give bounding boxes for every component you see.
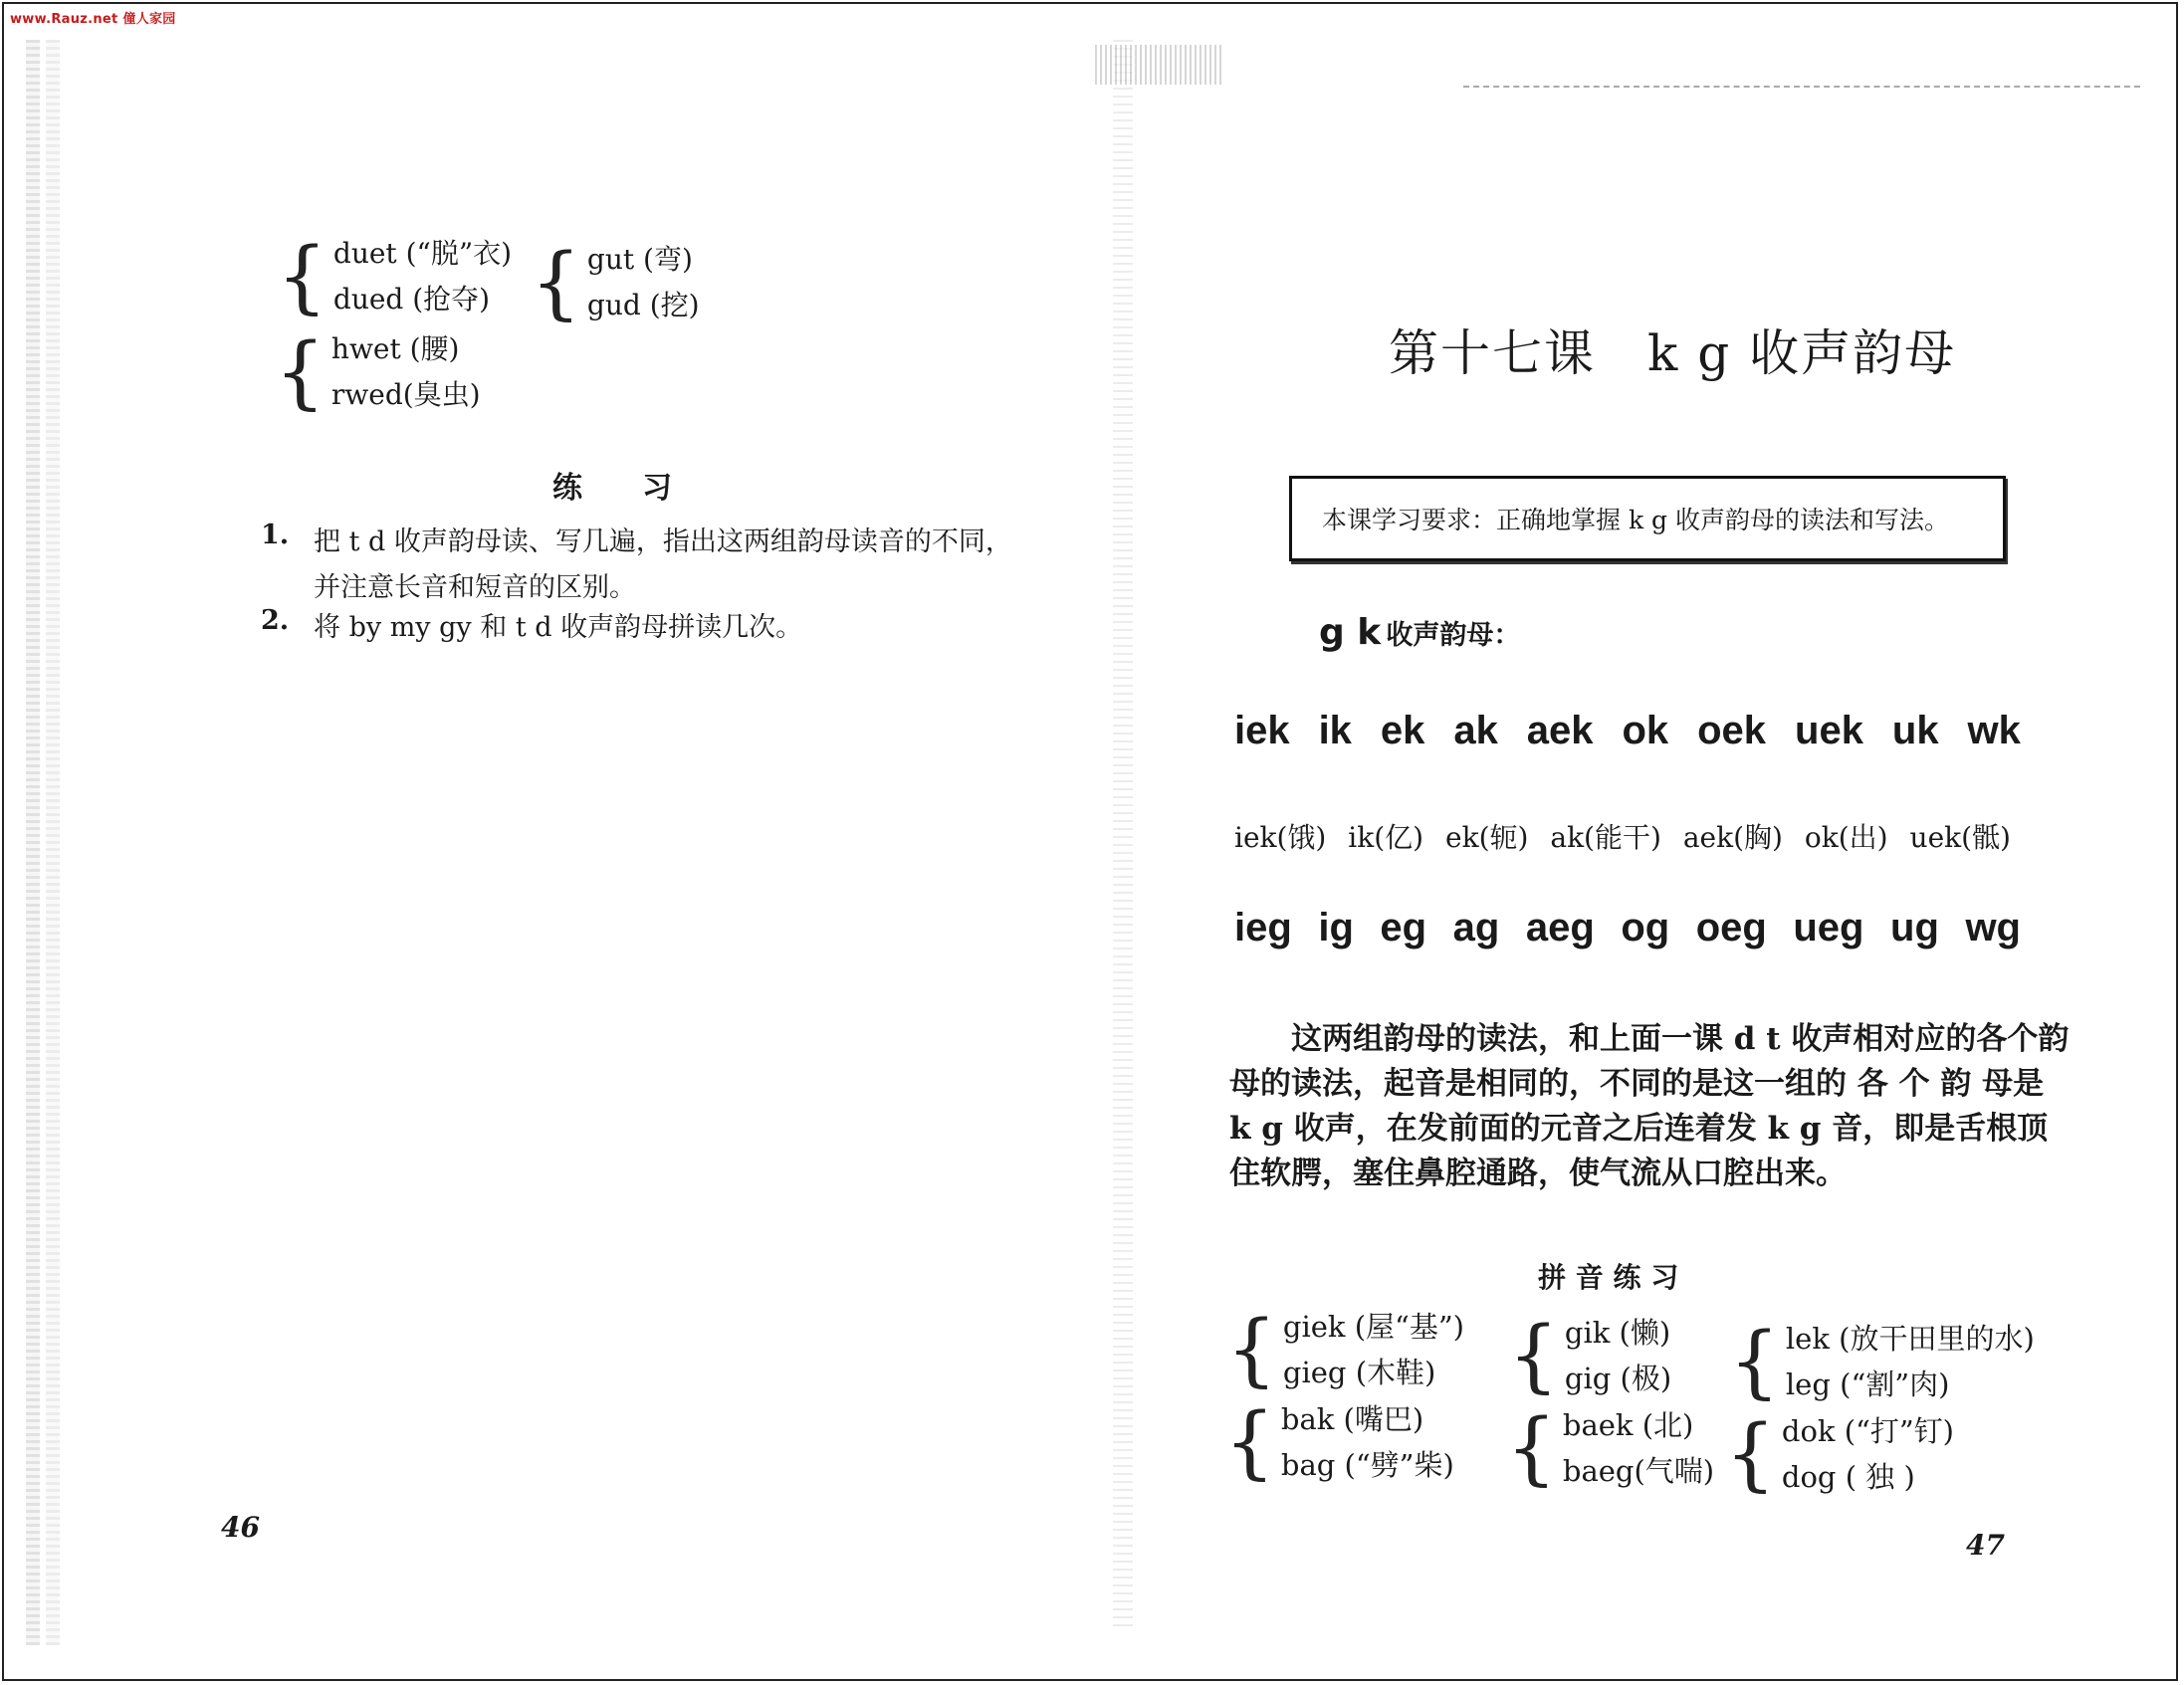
exercise-text: 并注意长音和短音的区别。 [314, 572, 636, 603]
final-gloss: ek(轭) [1445, 821, 1529, 854]
final: ek [1380, 709, 1425, 752]
final: ueg [1793, 906, 1864, 949]
practice-word: dog ( 独 ) [1781, 1460, 1915, 1494]
final: oek [1697, 709, 1767, 752]
practice-word: leg (“割”肉) [1785, 1368, 1950, 1401]
practice-word: baek (北) [1562, 1408, 1694, 1442]
final: ak [1453, 709, 1498, 752]
exercise-title: 练 习 [552, 471, 672, 506]
lesson-title: 第十七课 k g 收声韵母 [1389, 324, 1957, 382]
vocab-pair-hwet [275, 326, 481, 418]
final: iek [1234, 709, 1290, 752]
paragraph-line: 母的读法，起音是相同的，不同的是这一组的 各 个 韵 母是 [1229, 1066, 2045, 1102]
final: aek [1526, 709, 1594, 752]
final-gloss: uek(骶) [1909, 821, 2011, 854]
exercise-number: 2. [261, 605, 290, 636]
scan-top-line [1463, 86, 2140, 88]
page-number-right: 47 [1966, 1529, 2005, 1562]
vocab-word: duet (“脱”衣) [332, 237, 513, 270]
exercise-text: 将 by my gy 和 t d 收声韵母拼读几次。 [314, 612, 803, 643]
practice-word: baeg(气喘) [1562, 1454, 1715, 1488]
final: ug [1890, 906, 1939, 949]
final-gloss: iek(饿) [1234, 821, 1327, 854]
brace: { [531, 236, 581, 328]
practice-word: bag (“劈”柴) [1280, 1448, 1454, 1482]
final: oeg [1695, 906, 1767, 949]
subheading-cn: 收声韵母： [1386, 620, 1521, 651]
paragraph-line: 这两组韵母的读法，和上面一课 d t 收声相对应的各个韵 [1291, 1021, 2070, 1057]
paragraph-line: 住软腭，塞住鼻腔通路，使气流从口腔出来。 [1229, 1156, 1847, 1191]
vocab-word: gut (弯) [586, 243, 693, 276]
brace: { [1224, 1395, 1275, 1488]
brace: { [1226, 1303, 1277, 1395]
k-finals-glosses [1234, 816, 2011, 856]
practice-pair-baek [1506, 1402, 1714, 1494]
left-edge-shadow [26, 40, 40, 1645]
final: ik [1318, 709, 1352, 752]
final-gloss: aek(胸) [1682, 821, 1783, 854]
explanation-paragraph [1229, 1017, 2070, 1196]
learning-requirement-box [1289, 476, 2006, 561]
learning-requirement-text: 本课学习要求：正确地掌握 k g 收声韵母的读法和写法。 [1322, 506, 1949, 534]
vocab-pair-duet [277, 231, 512, 322]
brace: { [277, 230, 328, 322]
page-number-left: 46 [221, 1511, 260, 1544]
vocab-word: gud (挖) [586, 289, 700, 321]
final-gloss: ik(亿) [1348, 821, 1424, 854]
g-finals-row [1234, 906, 2021, 950]
practice-title: 拼 音 练 习 [1538, 1261, 1679, 1294]
practice-word: gik (懒) [1564, 1316, 1671, 1350]
exercise-number: 1. [261, 520, 290, 550]
final: uek [1795, 709, 1863, 752]
practice-word: bak (嘴巴) [1280, 1402, 1424, 1436]
practice-word: gig (极) [1564, 1362, 1672, 1395]
practice-pair-lek [1729, 1316, 2035, 1407]
paragraph-line: k g 收声，在发前面的元音之后连着发 k g 音，即是舌根顶 [1229, 1111, 2049, 1147]
final: eg [1380, 906, 1427, 949]
brace: { [1725, 1407, 1776, 1500]
final: uk [1891, 709, 1939, 752]
final: ig [1318, 906, 1354, 949]
vocab-word: hwet (腰) [330, 332, 460, 365]
practice-pair-gik [1508, 1310, 1671, 1401]
practice-pair-giek [1226, 1304, 1464, 1395]
practice-pair-bak [1224, 1396, 1454, 1488]
final: ok [1622, 709, 1669, 752]
practice-word: giek (屋“基”) [1282, 1310, 1464, 1344]
final: og [1621, 906, 1670, 949]
final: ag [1452, 906, 1500, 949]
practice-word: gieg (木鞋) [1282, 1356, 1436, 1389]
final: ieg [1234, 906, 1292, 949]
vocab-word: rwed(臭虫) [330, 378, 481, 411]
vocab-pair-gut [531, 237, 700, 328]
brace: { [1508, 1309, 1559, 1401]
practice-word: dok (“打”钉) [1781, 1414, 1955, 1448]
k-finals-row [1234, 709, 2021, 753]
left-edge-shadow-2 [46, 40, 60, 1645]
book-gutter [1113, 40, 1133, 1632]
practice-pair-dok [1725, 1408, 1954, 1500]
scan-smudge [1095, 45, 1224, 85]
brace: { [1506, 1401, 1557, 1494]
final: wk [1967, 709, 2021, 752]
final-gloss: ak(能干) [1550, 821, 1661, 854]
practice-word: lek (放干田里的水) [1785, 1322, 2035, 1356]
final-gloss: ok(出) [1804, 821, 1888, 854]
brace: { [275, 325, 326, 418]
brace: { [1729, 1315, 1780, 1407]
subheading-latin: g k [1319, 612, 1382, 653]
final: aeg [1525, 906, 1595, 949]
final: wg [1965, 906, 2021, 949]
exercise-text: 把 t d 收声韵母读、写几遍，指出这两组韵母读音的不同， [314, 527, 1012, 557]
section-subheading [1319, 612, 1520, 653]
vocab-word: dued (抢夺) [332, 283, 491, 316]
watermark: www.Rauz.net 僮人家园 [10, 12, 176, 27]
